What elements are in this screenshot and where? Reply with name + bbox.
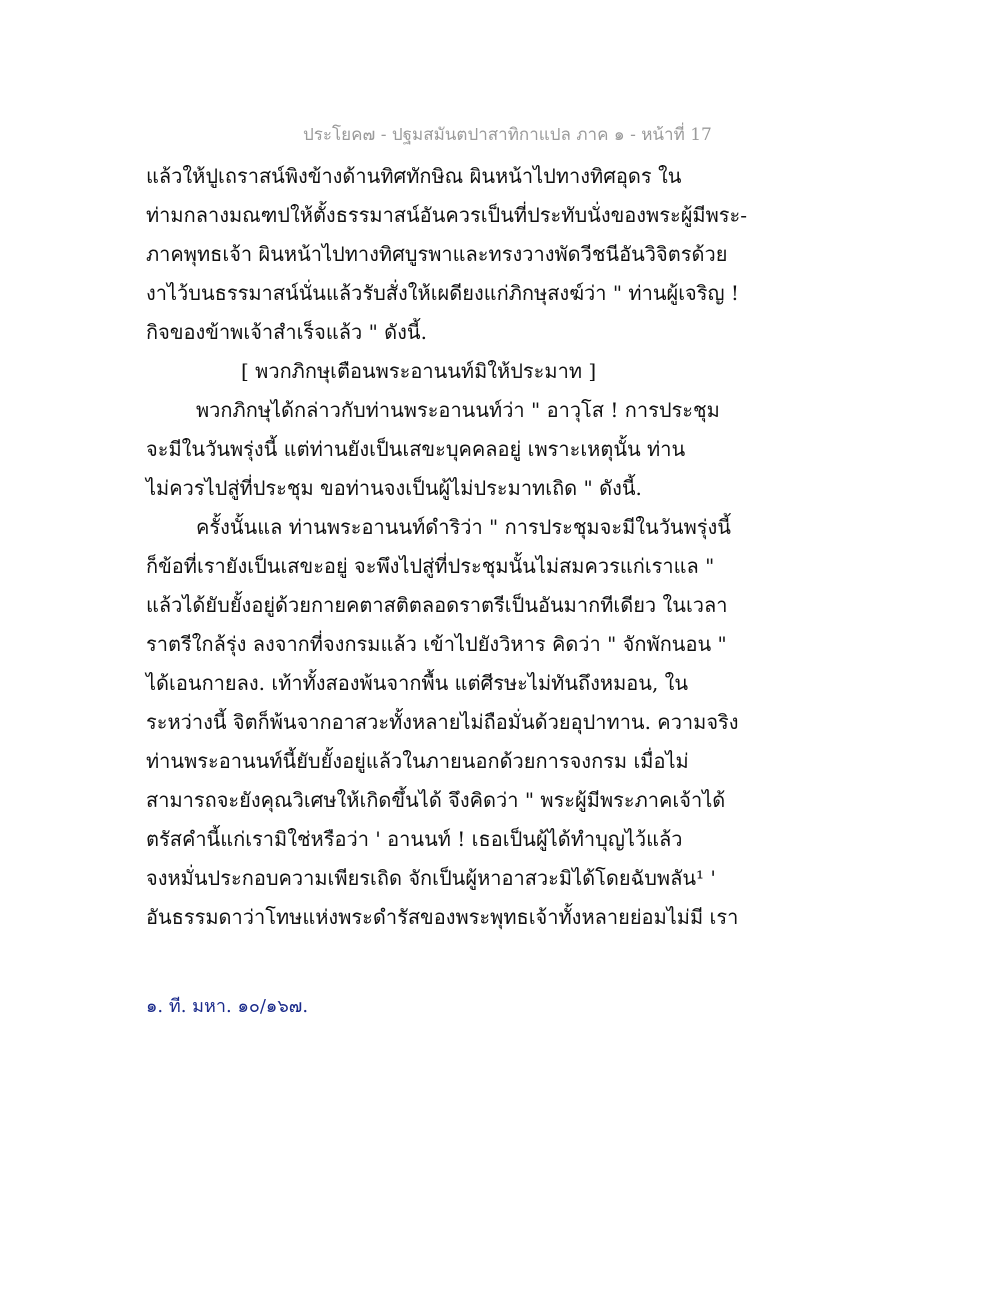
body-text [146,157,748,937]
running-header: ประโยค๗ - ปฐมสมันตปาสาทิกาแปล ภาค ๑ - หน้าที่ 17 [303,125,712,145]
text-line: ตรัสคำนี้แก่เรามิใช่หรือว่า ' อานนท์ ! เธอเป็นผู้ได้ทำบุญไว้แล้ว [146,827,683,851]
text-line: พวกภิกษุได้กล่าวกับท่านพระอานนท์ว่า " อาวุโส ! การประชุม [196,398,720,422]
text-line: งาไว้บนธรรมาสน์นั่นแล้วรับสั่งให้เผดียงแก่ภิกษุสงฆ์ว่า " ท่านผู้เจริญ ! [146,281,739,305]
text-line: อันธรรมดาว่าโทษแห่งพระดำรัสของพระพุทธเจ้าทั้งหลายย่อมไม่มี เรา [146,905,739,929]
text-line: แล้วให้ปูเถราสน์พิงข้างด้านทิศทักษิณ ผินหน้าไปทางทิศอุดร ใน [146,164,682,188]
text-line: จงหมั่นประกอบความเพียรเถิด จักเป็นผู้หาอาสวะมิได้โดยฉับพลัน¹ ' [146,866,716,890]
text-line: ท่ามกลางมณฑปให้ตั้งธรรมาสน์อันควรเป็นที่ประทับนั่งของพระผู้มีพระ- [146,203,748,227]
text-line: ครั้งนั้นแล ท่านพระอานนท์ดำริว่า " การประชุมจะมีในวันพรุ่งนี้ [196,515,731,539]
text-line: ก็ข้อที่เรายังเป็นเสขะอยู่ จะพึงไปสู่ที่ประชุมนั้นไม่สมควรแก่เราแล " [146,554,715,578]
text-line: สามารถจะยังคุณวิเศษให้เกิดขึ้นได้ จึงคิดว่า " พระผู้มีพระภาคเจ้าได้ [146,788,726,812]
text-line: แล้วได้ยับยั้งอยู่ด้วยกายคตาสติตลอดราตรีเป็นอันมากทีเดียว ในเวลา [146,593,728,617]
text-line: กิจของข้าพเจ้าสำเร็จแล้ว " ดังนี้. [146,320,427,344]
text-line: จะมีในวันพรุ่งนี้ แต่ท่านยังเป็นเสขะบุคคลอยู่ เพราะเหตุนั้น ท่าน [146,437,686,461]
section-heading: [ พวกภิกษุเตือนพระอานนท์มิให้ประมาท ] [241,359,597,383]
text-line: ระหว่างนี้ จิตก็พ้นจากอาสวะทั้งหลายไม่ถือมั่นด้วยอุปาทาน. ความจริง [146,710,739,734]
text-line: ภาคพุทธเจ้า ผินหน้าไปทางทิศบูรพาและทรงวางพัดวีชนีอันวิจิตรด้วย [146,242,728,266]
text-line: ได้เอนกายลง. เท้าทั้งสองพ้นจากพื้น แต่ศีรษะไม่ทันถึงหมอน, ใน [146,671,689,695]
text-line: ราตรีใกล้รุ่ง ลงจากที่จงกรมแล้ว เข้าไปยังวิหาร คิดว่า " จักพักนอน " [146,632,727,656]
text-line: ท่านพระอานนท์นี้ยับยั้งอยู่แล้วในภายนอกด้วยการจงกรม เมื่อไม่ [146,749,689,773]
footnote: ๑. ที. มหา. ๑๐/๑๖๗. [146,996,309,1017]
text-line: ไม่ควรไปสู่ที่ประชุม ขอท่านจงเป็นผู้ไม่ประมาทเถิด " ดังนี้. [146,476,642,500]
